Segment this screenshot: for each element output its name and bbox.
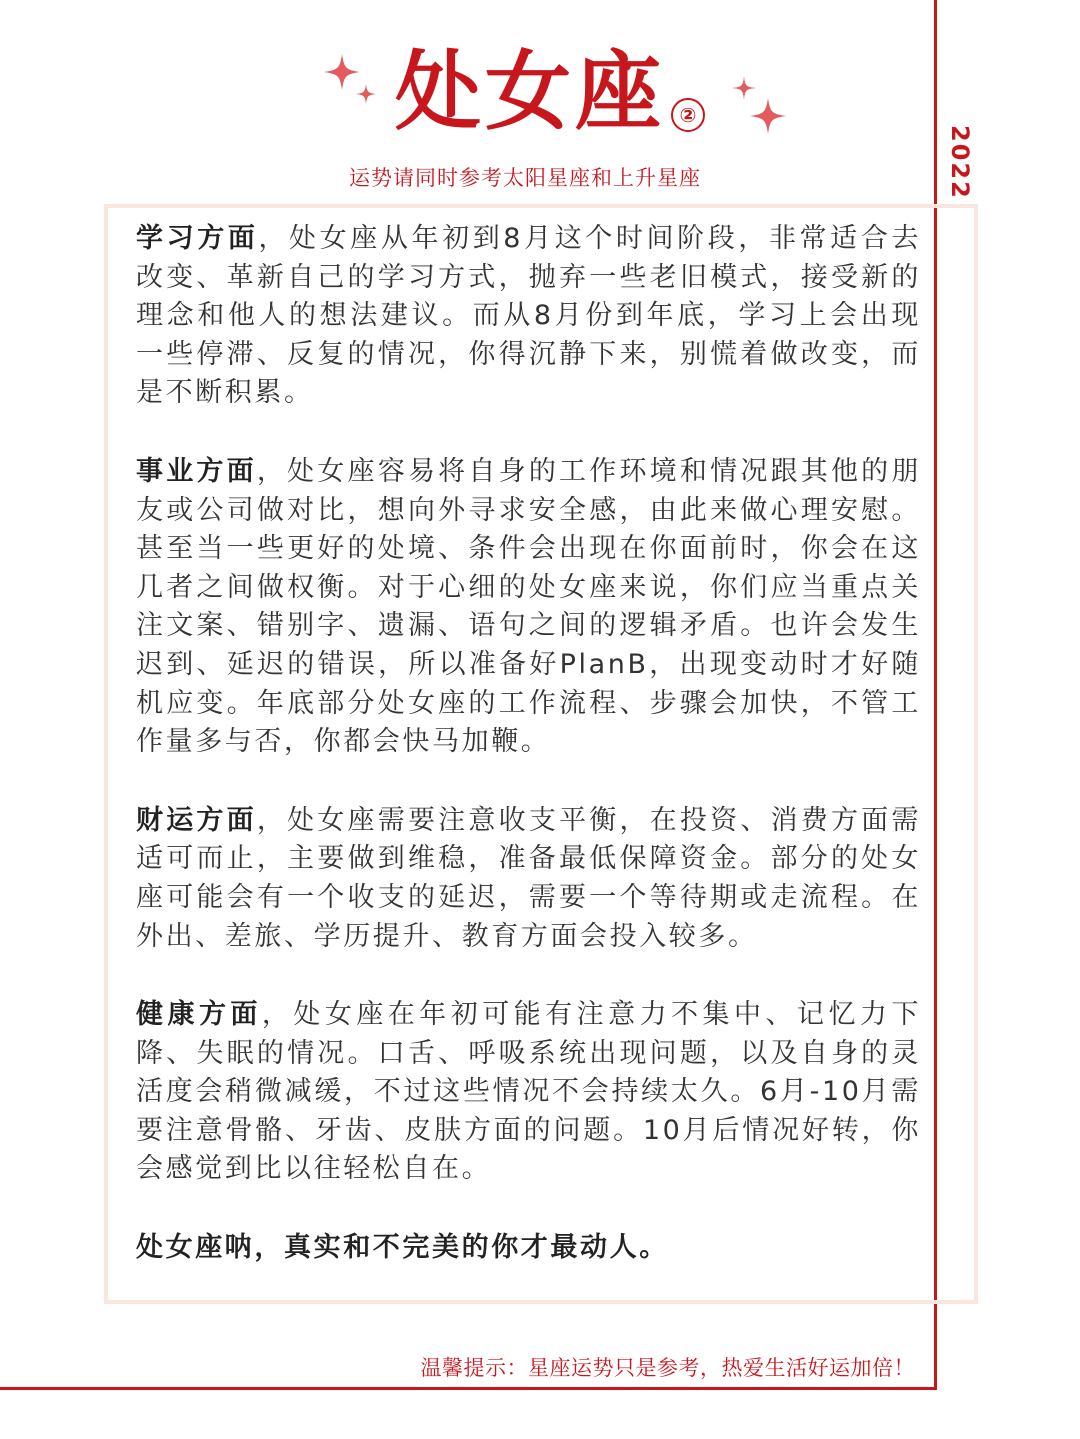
section-text: ，处女座在年初可能有注意力不集中、记忆力下降、失眠的情况。口舌、呼吸系统出现问题，以及自身的灵活度会稍微减缓，不过这些情况不会持续太久。6月-10月需要注意骨骼、牙齿、皮肤方面的问题。10月后情况好转，你会感觉到比以往轻松自在。 <box>136 999 921 1185</box>
section-text: ，处女座从年初到8月这个时间阶段，非常适合去改变、革新自己的学习方式，抛弃一些老旧模式，接受新的理念和他人的想法建议。而从8月份到年底，学习上会出现一些停滞、反复的情况，你得沉静下来，别慌着做改变，而是不断积累。 <box>136 223 921 409</box>
section-heading: 事业方面 <box>136 455 257 487</box>
closing-line: 处女座呐，真实和不完美的你才最动人。 <box>136 1232 669 1264</box>
section-career <box>136 453 921 762</box>
section-heading: 学习方面 <box>136 223 259 254</box>
sparkle-right-icon <box>728 72 788 136</box>
section-study <box>136 220 921 413</box>
section-text: ，处女座需要注意收支平衡，在投资、消费方面需适可而止，主要做到维稳，准备最低保障资金。部分的处女座可能会有一个收支的延迟，需要一个等待期或走流程。在外出、差旅、学历提升、教育方面会投入较多。 <box>136 804 922 952</box>
section-text: ，处女座容易将自身的工作环境和情况跟其他的朋友或公司做对比，想向外寻求安全感，由此来做心理安慰。甚至当一些更好的处境、条件会出现在你面前时，你会在这几者之间做权衡。对于心细的处女座来说，你们应当重点关注文案、错别字、遗漏、语句之间的逻辑矛盾。也许会发生迟到、延迟的错误，所以准备好PlanB，出现变动时才好随机应变。年底部分处女座的工作流程、步骤会加快，不管工作量多与否，你都会快马加鞭。 <box>136 455 922 758</box>
page-number-badge: ② <box>671 98 705 132</box>
sparkle-left-icon <box>322 52 382 112</box>
year-label: 2022 <box>946 125 974 200</box>
section-heading: 健康方面 <box>136 999 262 1031</box>
page-title: 处女座 <box>395 42 665 142</box>
section-health <box>136 996 921 1189</box>
content-body <box>136 220 921 1268</box>
section-heading: 财运方面 <box>136 804 257 836</box>
section-wealth <box>136 802 921 956</box>
frame-bottom-line <box>0 1387 937 1390</box>
title-group <box>395 42 705 142</box>
subtitle: 运势请同时参考太阳星座和上升星座 <box>349 166 701 190</box>
footer-tip: 温馨提示：星座运势只是参考，热爱生活好运加倍！ <box>420 1356 915 1380</box>
